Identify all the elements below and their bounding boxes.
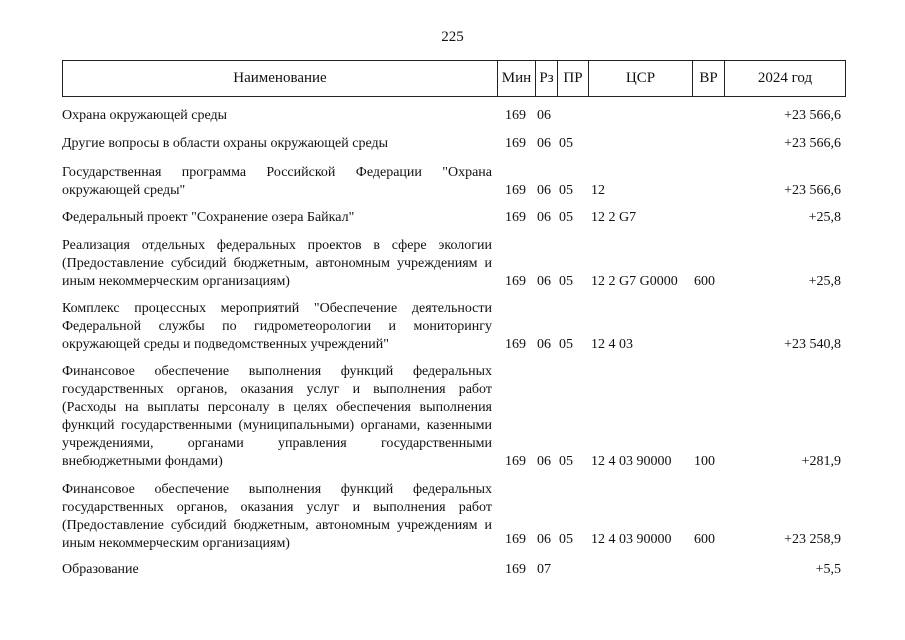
row-value: +281,9 (801, 454, 841, 469)
row-name: Комплекс процессных мероприятий "Обеспечение деятельности Федеральной службы по гидрометеорологии и мониторингу окружающей среды и подведомственных учреждений" (62, 301, 492, 352)
row-min: 169 (505, 108, 526, 123)
row-name: Государственная программа Российской Федерации "Охрана окружающей среды" (62, 165, 492, 198)
row-name: Финансовое обеспечение выполнения функций федеральных государственных органов, оказания услуг и выполнения работ (Предоставление субсидий бюджетным, автономным учреждениям и иным некоммерческим организациям) (62, 482, 492, 551)
row-pr: 05 (559, 532, 573, 547)
header-pr: ПР (558, 61, 589, 97)
header-rz: Рз (536, 61, 558, 97)
row-pr: 05 (559, 183, 573, 198)
table-row (0, 135, 905, 153)
row-value: +23 566,6 (784, 183, 841, 198)
row-min: 169 (505, 532, 526, 547)
row-pr: 05 (559, 337, 573, 352)
row-min: 169 (505, 274, 526, 289)
page-number: 225 (441, 29, 464, 45)
row-rz: 06 (537, 108, 551, 123)
row-name: Федеральный проект "Сохранение озера Байкал" (62, 210, 355, 225)
table-row (0, 209, 905, 227)
row-vr: 600 (694, 274, 715, 289)
row-rz: 06 (537, 136, 551, 151)
row-value: +25,8 (808, 210, 841, 225)
row-name: Охрана окружающей среды (62, 108, 228, 123)
row-csr: 12 (591, 183, 605, 198)
header-min: Мин (498, 61, 536, 97)
row-min: 169 (505, 210, 526, 225)
row-value: +25,8 (808, 274, 841, 289)
row-vr: 100 (694, 454, 715, 469)
row-csr: 12 2 G7 G0000 (591, 274, 678, 289)
row-value: +23 566,6 (784, 108, 841, 123)
row-csr: 12 4 03 90000 (591, 454, 672, 469)
row-rz: 06 (537, 274, 551, 289)
row-name: Другие вопросы в области охраны окружающей среды (62, 136, 388, 151)
row-min: 169 (505, 454, 526, 469)
table-header (62, 60, 846, 97)
row-pr: 05 (559, 454, 573, 469)
row-vr: 600 (694, 532, 715, 547)
table-row (0, 363, 905, 471)
row-rz: 06 (537, 210, 551, 225)
row-name: Реализация отдельных федеральных проектов в сфере экологии (Предоставление субсидий бюджетным, автономным учреждениям и иным некоммерческим организациям) (62, 238, 492, 289)
row-min: 169 (505, 562, 526, 577)
row-pr: 05 (559, 274, 573, 289)
row-rz: 06 (537, 337, 551, 352)
row-csr: 12 4 03 90000 (591, 532, 672, 547)
header-year: 2024 год (725, 61, 846, 97)
table-row (0, 237, 905, 291)
row-pr: 05 (559, 136, 573, 151)
table-row (0, 481, 905, 553)
row-pr: 05 (559, 210, 573, 225)
row-min: 169 (505, 136, 526, 151)
row-min: 169 (505, 183, 526, 198)
row-name: Финансовое обеспечение выполнения функций федеральных государственных органов, оказания услуг и выполнения работ (Расходы на выплаты персоналу в целях обеспечения выполнения функций государственными (муниципальными) органами, казенными учреждениями, органами управления государственными внебюджетными фондами) (62, 364, 492, 469)
table-row (0, 107, 905, 125)
row-value: +23 540,8 (784, 337, 841, 352)
row-rz: 06 (537, 532, 551, 547)
row-value: +5,5 (815, 562, 841, 577)
header-csr: ЦСР (589, 61, 693, 97)
row-rz: 06 (537, 454, 551, 469)
row-min: 169 (505, 337, 526, 352)
row-csr: 12 4 03 (591, 337, 633, 352)
table-row (0, 164, 905, 200)
header-vr: ВР (693, 61, 725, 97)
row-rz: 06 (537, 183, 551, 198)
row-value: +23 566,6 (784, 136, 841, 151)
row-name: Образование (62, 562, 139, 577)
row-value: +23 258,9 (784, 532, 841, 547)
table-row (0, 561, 905, 579)
header-name: Наименование (63, 61, 498, 97)
table-row (0, 300, 905, 354)
row-rz: 07 (537, 562, 551, 577)
row-csr: 12 2 G7 (591, 210, 637, 225)
